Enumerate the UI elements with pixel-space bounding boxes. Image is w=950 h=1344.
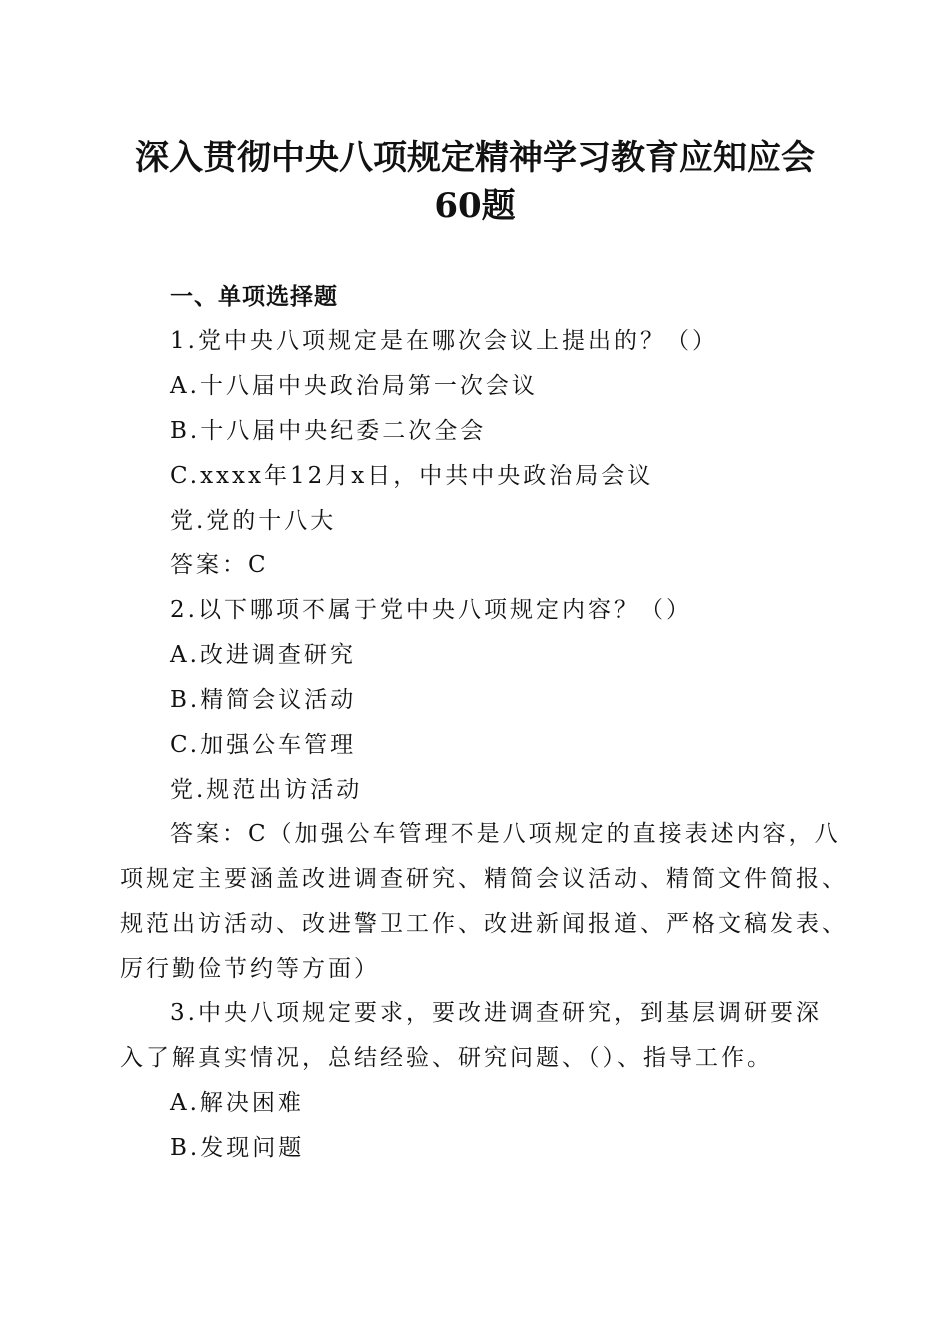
q1-option-d: 党.党的十八大 [170,508,337,534]
document-title-line-1: 深入贯彻中央八项规定精神学习教育应知应会 [135,138,815,178]
q3-option-b: B.发现问题 [170,1135,305,1161]
q2-option-b: B.精简会议活动 [170,687,357,713]
q3-option-a: A.解决困难 [170,1090,304,1116]
q2-answer-line-1: 答案：C（加强公车管理不是八项规定的直接表述内容，八 [170,821,841,847]
q2-answer-line-4: 厉行勤俭节约等方面） [120,956,380,982]
q1-option-c: C.xxxx年12月x日，中共中央政治局会议 [170,463,654,489]
section-heading: 一、单项选择题 [170,284,338,310]
document-title-line-2: 60题 [434,186,516,226]
q1-option-b: B.十八届中央纪委二次全会 [170,418,487,444]
question-3-line-1: 3.中央八项规定要求，要改进调查研究，到基层调研要深 [170,1000,822,1026]
q1-answer: 答案：C [170,552,269,578]
question-2: 2.以下哪项不属于党中央八项规定内容？（） [170,597,692,623]
q2-answer-line-3: 规范出访活动、改进警卫工作、改进新闻报道、严格文稿发表、 [120,911,848,937]
question-1: 1.党中央八项规定是在哪次会议上提出的？（） [170,328,718,354]
q2-option-c: C.加强公车管理 [170,732,357,758]
q2-answer-line-2: 项规定主要涵盖改进调查研究、精简会议活动、精简文件简报、 [120,866,848,892]
question-3-line-2: 入了解真实情况，总结经验、研究问题、（）、指导工作。 [120,1045,773,1071]
q2-option-a: A.改进调查研究 [170,642,356,668]
q2-option-d: 党.规范出访活动 [170,777,363,803]
q1-option-a: A.十八届中央政治局第一次会议 [170,373,538,399]
